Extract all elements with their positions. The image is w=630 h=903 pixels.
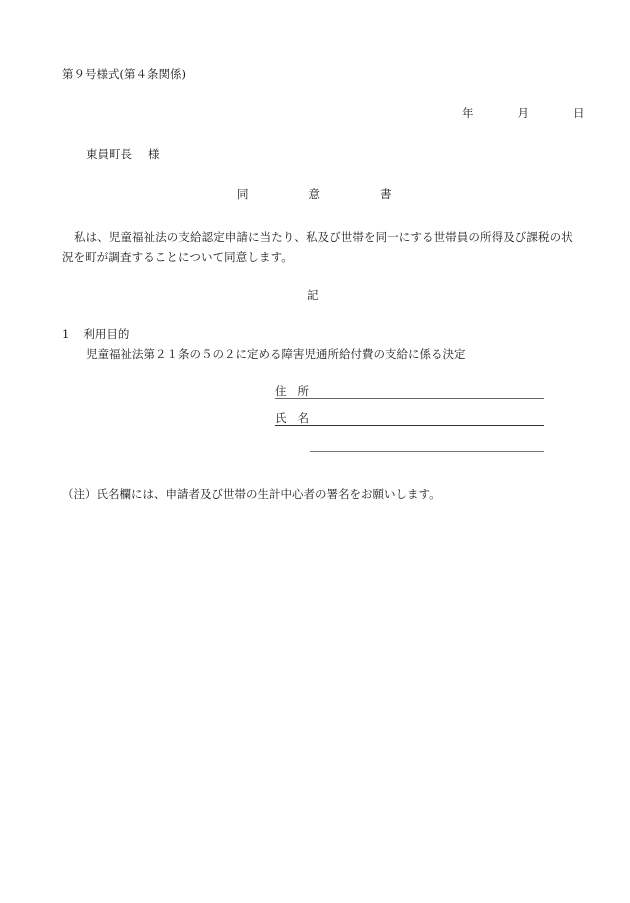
ki-heading: 記 — [307, 288, 319, 302]
addressee-name: 東員町長 — [86, 147, 132, 161]
purpose-text: 児童福祉法第２１条の５の２に定める障害児通所給付費の支給に係る決定 — [86, 347, 466, 361]
note-text: （注）氏名欄には、申請者及び世帯の生計中心者の署名をお願いします。 — [62, 487, 441, 501]
day-label: 日 — [573, 106, 585, 120]
title-char-3: 書 — [380, 187, 392, 201]
name-field[interactable] — [275, 409, 544, 426]
address-label: 住 所 — [275, 384, 309, 398]
addressee-honorific: 様 — [148, 147, 160, 161]
year-label: 年 — [462, 106, 474, 120]
form-number: 第９号様式(第４条関係) — [62, 67, 186, 81]
document-title — [237, 187, 392, 201]
title-char-2: 意 — [308, 187, 320, 201]
month-label: 月 — [517, 106, 529, 120]
addressee — [86, 147, 160, 161]
title-char-1: 同 — [237, 187, 249, 201]
purpose-number: 1 — [62, 327, 70, 341]
date-line — [462, 106, 585, 120]
additional-name-line[interactable] — [310, 451, 544, 452]
consent-body-text: 私は、児童福祉法の支給認定申請に当たり、私及び世帯を同一にする世帯員の所得及び課税の状況を町が調査することについて同意します。 — [62, 230, 573, 264]
purpose-heading-label: 利用目的 — [83, 327, 130, 341]
name-label: 氏 名 — [275, 411, 309, 425]
purpose-heading — [62, 327, 129, 341]
address-field[interactable] — [275, 382, 544, 399]
